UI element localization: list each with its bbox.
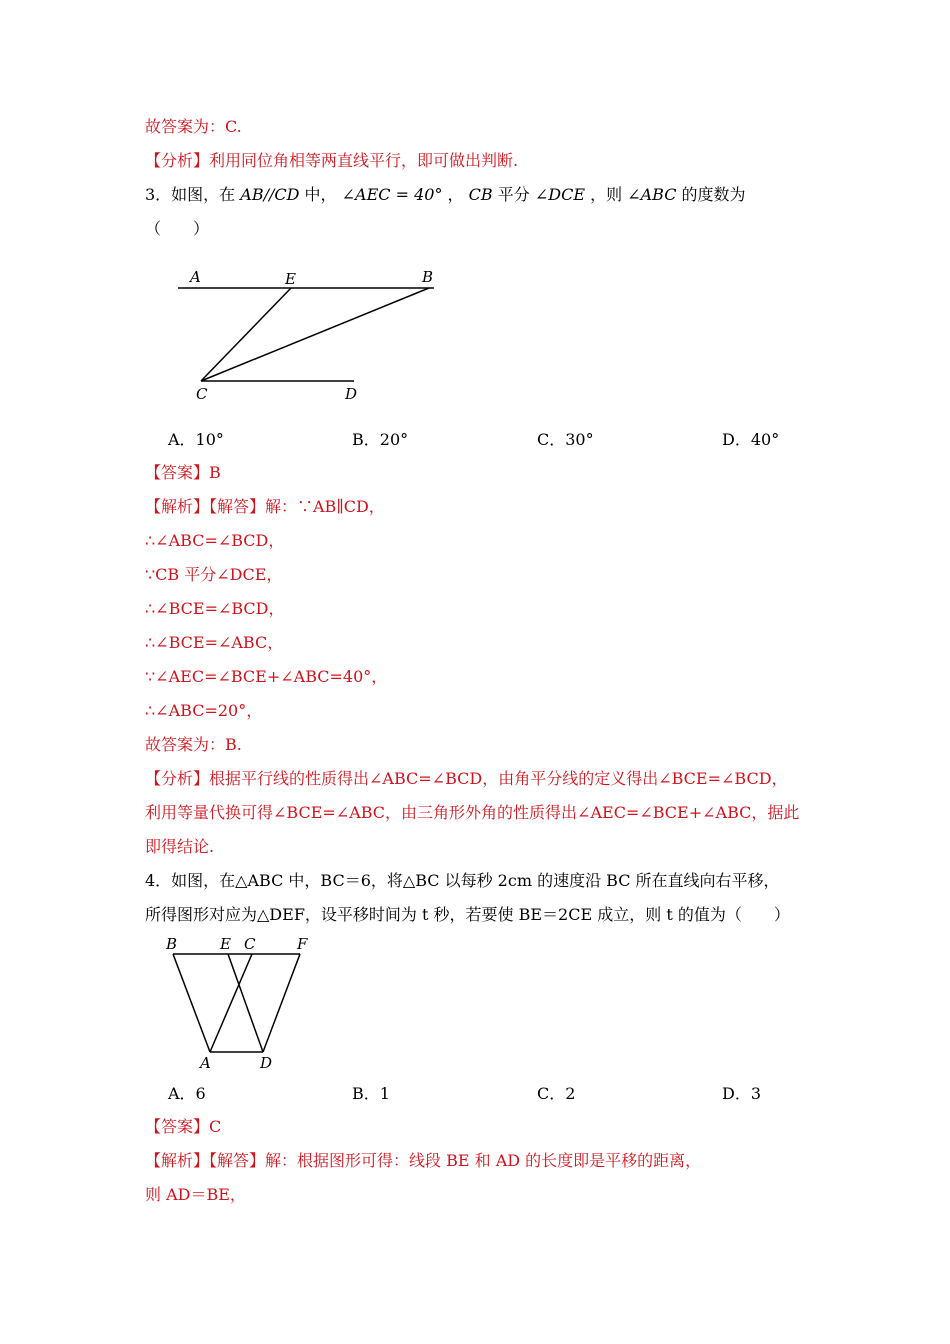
q4-label-a: A xyxy=(200,1054,211,1072)
q3-cond-parallel: AB//CD xyxy=(240,185,300,204)
q3-solution-line: 故答案为：B. xyxy=(145,735,242,754)
q3-label-d: D xyxy=(345,385,358,403)
q4-stem-line: 所得图形对应为△DEF，设平移时间为 t 秒，若要使 BE＝2CE 成立，则 t 的值为（ ） xyxy=(145,905,790,924)
q3-label-e: E xyxy=(285,270,296,288)
q3-option-a: A．10° xyxy=(168,430,224,449)
q3-analysis-line: 利用等量代换可得∠BCE=∠ABC，由三角形外角的性质得出∠AEC=∠BCE+∠ABC，据此 xyxy=(145,803,800,822)
q3-analysis-line: 【分析】根据平行线的性质得出∠ABC=∠BCD，由角平分线的定义得出∠BCE=∠BCD， xyxy=(145,769,788,788)
q4-label-b: B xyxy=(166,935,178,953)
q4-option-c: C．2 xyxy=(537,1084,576,1103)
q3-option-b: B．20° xyxy=(352,430,409,449)
q3-label-b: B xyxy=(422,268,434,286)
q3-solution-line: ∴∠ABC=20°， xyxy=(145,701,263,720)
q4-label-e: E xyxy=(220,935,231,953)
q4-label-d: D xyxy=(260,1054,273,1072)
q4-answer: 【答案】C xyxy=(145,1117,222,1136)
q2-analysis-line: 【分析】利用同位角相等两直线平行，即可做出判断. xyxy=(145,151,519,170)
q3-line-ce xyxy=(201,288,291,381)
q4-stem-line: 4．如图，在△ABC 中，BC＝6，将△BC 以每秒 2cm 的速度沿 BC 所在直线向右平移， xyxy=(145,871,780,890)
q3-stem-mid3: 平分 xyxy=(492,185,535,204)
q3-stem xyxy=(145,184,810,206)
q3-line-cb xyxy=(201,288,429,381)
q3-cond-angle-abc: ∠ABC xyxy=(627,185,677,204)
q3-solution-line: ∴∠BCE=∠BCD， xyxy=(145,599,285,618)
q4-option-a: A．6 xyxy=(168,1084,206,1103)
q3-option-d: D．40° xyxy=(722,430,780,449)
q3-label-c: C xyxy=(196,385,208,403)
q4-label-f: F xyxy=(297,935,308,953)
q4-solution-line: 则 AD＝BE， xyxy=(145,1185,246,1204)
q3-geometry-figure xyxy=(170,262,450,412)
q3-analysis-line: 即得结论. xyxy=(145,837,215,856)
q3-solution-line: ∵CB 平分∠DCE， xyxy=(145,565,283,584)
q3-stem-prefix: 3．如图，在 xyxy=(145,185,241,204)
q3-cond-angle-dce: ∠DCE xyxy=(534,185,585,204)
q3-stem-mid2: ， xyxy=(442,185,469,204)
q2-answer-line: 故答案为：C. xyxy=(145,117,242,136)
q4-solution-line: 【解析】【解答】解：根据图形可得：线段 BE 和 AD 的长度即是平移的距离， xyxy=(145,1151,702,1170)
q4-geometry-figure xyxy=(165,934,315,1072)
q4-label-c: C xyxy=(244,935,256,953)
q3-stem-mid1: 中， xyxy=(299,185,342,204)
q3-cond-cb: CB xyxy=(468,185,493,204)
q4-option-d: D．3 xyxy=(722,1084,762,1103)
q3-answer: 【答案】B xyxy=(145,463,221,482)
q3-solution-line: ∵∠AEC=∠BCE+∠ABC=40°， xyxy=(145,667,388,686)
q3-solution-line: 【解析】【解答】解：∵AB∥CD， xyxy=(145,497,385,516)
q3-label-a: A xyxy=(190,268,201,286)
q3-solution-line: ∴∠BCE=∠ABC， xyxy=(145,633,284,652)
q3-stem-mid4: ，则 xyxy=(585,185,628,204)
q3-option-c: C．30° xyxy=(537,430,594,449)
q3-stem-suffix: 的度数为 xyxy=(676,185,746,204)
q3-answer-paren: （ ） xyxy=(145,219,210,238)
q3-solution-line: ∴∠ABC=∠BCD， xyxy=(145,531,285,550)
q3-cond-angle-aec: ∠AEC = 40° xyxy=(341,185,443,204)
q4-option-b: B．1 xyxy=(352,1084,390,1103)
